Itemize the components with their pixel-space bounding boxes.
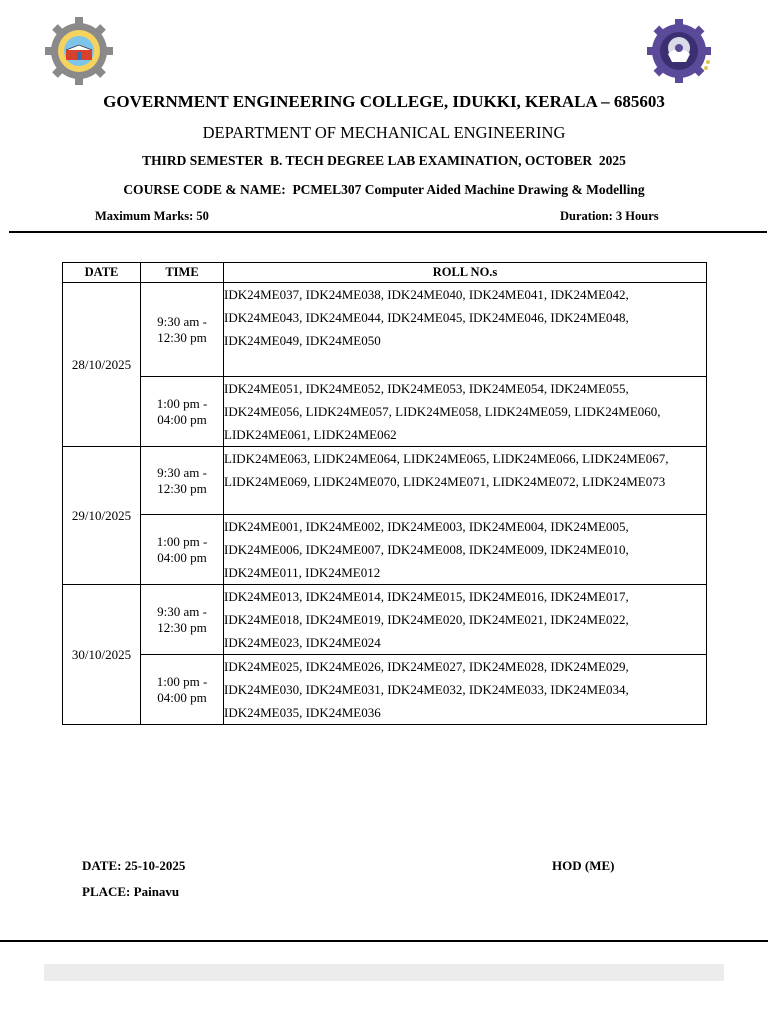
time-start: 1:00 pm -: [156, 533, 208, 549]
exam-title: THIRD SEMESTER B. TECH DEGREE LAB EXAMINATION, OCTOBER 2025: [142, 153, 626, 168]
time-cell: [141, 377, 224, 447]
time-start: 1:00 pm -: [156, 673, 208, 689]
date-cell: 28/10/2025: [63, 283, 141, 447]
exam-schedule-table: [62, 262, 707, 725]
time-cell: [141, 447, 224, 515]
date-cell: 29/10/2025: [63, 447, 141, 585]
footer-bar: [44, 964, 724, 981]
time-end: 12:30 pm: [157, 619, 207, 635]
time-cell: [141, 655, 224, 725]
time-end: 04:00 pm: [157, 411, 207, 427]
time-cell: [141, 283, 224, 377]
time-start: 9:30 am -: [157, 313, 207, 329]
time-start: 9:30 am -: [157, 464, 207, 480]
time-end: 04:00 pm: [157, 549, 207, 565]
time-cell: [141, 585, 224, 655]
roll-numbers-cell: IDK24ME025, IDK24ME026, IDK24ME027, IDK24ME028, IDK24ME029, IDK24ME030, IDK24ME031, IDK24ME032, IDK24ME033, IDK24ME034, IDK24ME035, IDK24ME036: [224, 655, 707, 725]
exam-duration: Duration: 3 Hours: [560, 209, 659, 223]
department-logo: [646, 18, 712, 84]
time-end: 12:30 pm: [157, 480, 207, 496]
roll-numbers-cell: LIDK24ME063, LIDK24ME064, LIDK24ME065, LIDK24ME066, LIDK24ME067, LIDK24ME069, LIDK24ME070, LIDK24ME071, LIDK24ME072, LIDK24ME073: [224, 447, 707, 515]
hod-signature-label: HOD (ME): [552, 858, 615, 873]
course-title: COURSE CODE & NAME: PCMEL307 Computer Aided Machine Drawing & Modelling: [123, 182, 645, 197]
table-row: [63, 377, 707, 447]
header-roll-numbers: ROLL NO.s: [224, 263, 707, 283]
roll-numbers-cell: IDK24ME013, IDK24ME014, IDK24ME015, IDK24ME016, IDK24ME017, IDK24ME018, IDK24ME019, IDK24ME020, IDK24ME021, IDK24ME022, IDK24ME023, IDK24ME024: [224, 585, 707, 655]
issue-date: DATE: 25-10-2025: [82, 858, 186, 873]
time-end: 12:30 pm: [157, 329, 207, 345]
date-cell: 30/10/2025: [63, 585, 141, 725]
time-cell: [141, 515, 224, 585]
header-divider: [9, 231, 767, 233]
college-logo: [44, 16, 114, 86]
table-row: [63, 515, 707, 585]
header-date: DATE: [63, 263, 141, 283]
table-header-row: [63, 263, 707, 283]
table-row: [63, 447, 707, 515]
time-start: 9:30 am -: [157, 603, 207, 619]
department-name: DEPARTMENT OF MECHANICAL ENGINEERING: [202, 123, 566, 142]
table-row: [63, 655, 707, 725]
college-name: GOVERNMENT ENGINEERING COLLEGE, IDUKKI, KERALA – 685603: [103, 92, 665, 111]
time-end: 04:00 pm: [157, 689, 207, 705]
maximum-marks: Maximum Marks: 50: [95, 209, 209, 223]
table-row: [63, 585, 707, 655]
roll-numbers-cell: IDK24ME037, IDK24ME038, IDK24ME040, IDK24ME041, IDK24ME042, IDK24ME043, IDK24ME044, IDK24ME045, IDK24ME046, IDK24ME048, IDK24ME049, IDK24ME050: [224, 283, 707, 377]
roll-numbers-cell: IDK24ME051, IDK24ME052, IDK24ME053, IDK24ME054, IDK24ME055, IDK24ME056, LIDK24ME057, LIDK24ME058, LIDK24ME059, LIDK24ME060, LIDK24ME061, LIDK24ME062: [224, 377, 707, 447]
table-row: [63, 283, 707, 377]
header-time: TIME: [141, 263, 224, 283]
time-start: 1:00 pm -: [156, 395, 208, 411]
footer-divider: [0, 940, 768, 942]
issue-place: PLACE: Painavu: [82, 884, 180, 899]
roll-numbers-cell: IDK24ME001, IDK24ME002, IDK24ME003, IDK24ME004, IDK24ME005, IDK24ME006, IDK24ME007, IDK24ME008, IDK24ME009, IDK24ME010, IDK24ME011, IDK24ME012: [224, 515, 707, 585]
